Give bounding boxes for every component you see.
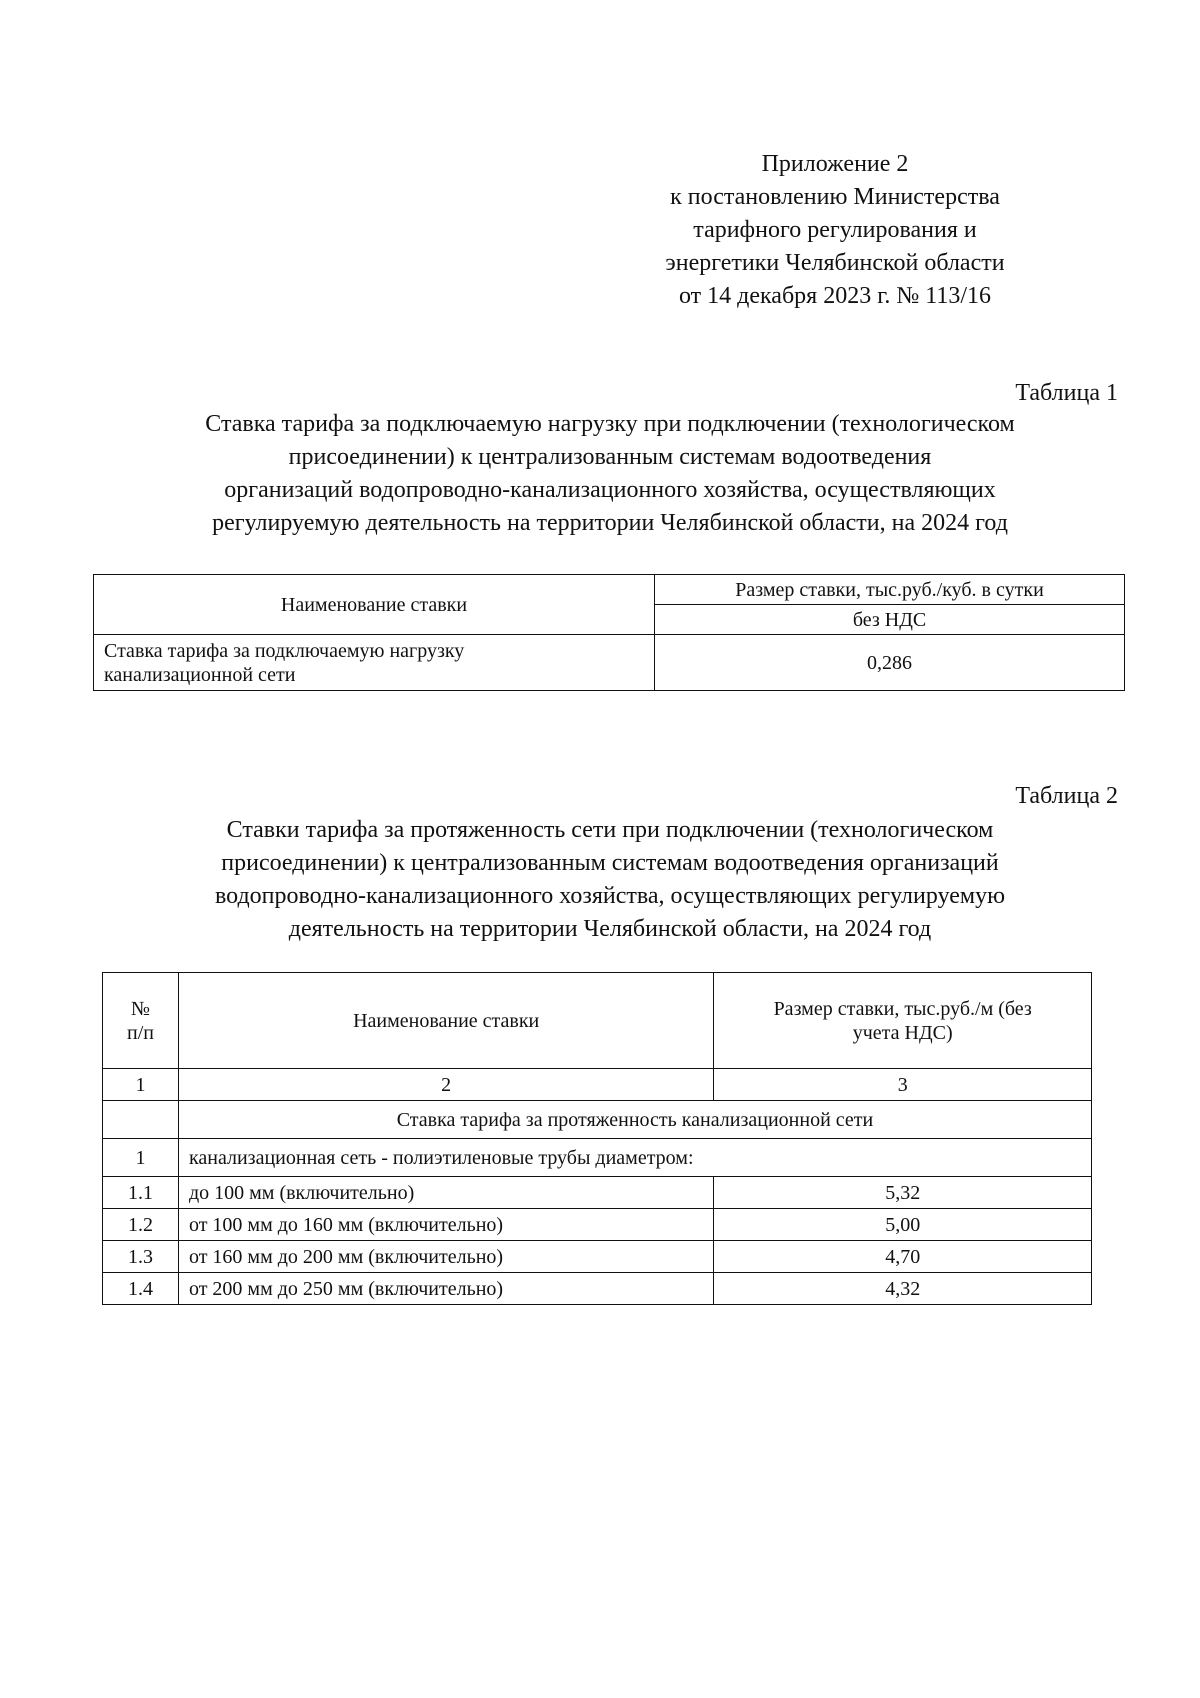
table1-header-size: Размер ставки, тыс.руб./куб. в сутки <box>655 575 1125 605</box>
table2-header-num-line: № <box>130 997 151 1020</box>
table2-title <box>95 814 1125 946</box>
table2-colnum: 2 <box>178 1069 713 1101</box>
table2-group-name: канализационная сеть - полиэтиленовые трубы диаметром: <box>178 1139 1091 1177</box>
table1-title <box>95 408 1125 540</box>
table1-row-name <box>94 635 655 691</box>
table1-row-value: 0,286 <box>655 635 1125 691</box>
table2-section-empty-cell <box>103 1101 179 1139</box>
table2-row-value: 5,00 <box>714 1209 1092 1241</box>
table2-header-size-line: Размер ставки, тыс.руб./м (без <box>773 997 1032 1020</box>
table2-row-name: до 100 мм (включительно) <box>178 1177 713 1209</box>
table2-header-size <box>714 973 1092 1069</box>
table1-title-line: регулируемую деятельность на территории Челябинской области, на 2024 год <box>212 510 1008 536</box>
table2-row-value: 4,70 <box>714 1241 1092 1273</box>
table2-row-value: 5,32 <box>714 1177 1092 1209</box>
table2-row-num: 1.3 <box>103 1241 179 1273</box>
table2 <box>102 972 1092 1305</box>
table1-header-vat: без НДС <box>655 605 1125 635</box>
table1-title-line: организаций водопроводно-канализационного хозяйства, осуществляющих <box>224 477 996 503</box>
table2-header-size-line: учета НДС) <box>852 1021 953 1044</box>
table2-row-name: от 200 мм до 250 мм (включительно) <box>178 1273 713 1305</box>
table1-title-line: Ставка тарифа за подключаемую нагрузку при подключении (технологическом <box>205 411 1015 437</box>
table1 <box>93 574 1125 691</box>
appendix-line: энергетики Челябинской области <box>665 250 1005 276</box>
table2-section-title: Ставка тарифа за протяженность канализационной сети <box>178 1101 1091 1139</box>
table2-row-num: 1.2 <box>103 1209 179 1241</box>
table-row <box>103 1209 1092 1241</box>
table2-row-num: 1.1 <box>103 1177 179 1209</box>
table2-colnum: 3 <box>714 1069 1092 1101</box>
table1-header-name: Наименование ставки <box>94 575 655 635</box>
table-row <box>103 1241 1092 1273</box>
table-row <box>103 1273 1092 1305</box>
appendix-line: Приложение 2 <box>761 151 909 177</box>
table1-row-name-line: канализационной сети <box>104 663 296 686</box>
table2-title-line: Ставки тарифа за протяженность сети при подключении (технологическом <box>226 817 994 843</box>
table2-title-line: деятельность на территории Челябинской области, на 2024 год <box>288 916 932 942</box>
appendix-line: от 14 декабря 2023 г. № 113/16 <box>678 283 992 309</box>
table2-row-num: 1.4 <box>103 1273 179 1305</box>
table2-title-line: водопроводно-канализационного хозяйства, осуществляющих регулируемую <box>214 883 1006 909</box>
table2-header-num-line: п/п <box>126 1021 154 1044</box>
table2-row-value: 4,32 <box>714 1273 1092 1305</box>
table2-header-num <box>103 973 179 1069</box>
table2-title-line: присоединении) к централизованным системам водоотведения организаций <box>221 850 999 876</box>
table2-group-num: 1 <box>103 1139 179 1177</box>
appendix-line: тарифного регулирования и <box>693 217 977 243</box>
appendix-header <box>600 148 1070 313</box>
table2-row-name: от 100 мм до 160 мм (включительно) <box>178 1209 713 1241</box>
table2-colnum: 1 <box>103 1069 179 1101</box>
table-row <box>103 1177 1092 1209</box>
table2-label: Таблица 2 <box>1015 783 1118 809</box>
table2-row-name: от 160 мм до 200 мм (включительно) <box>178 1241 713 1273</box>
table2-header-name: Наименование ставки <box>178 973 713 1069</box>
appendix-line: к постановлению Министерства <box>670 184 1000 210</box>
table1-row-name-line: Ставка тарифа за подключаемую нагрузку <box>104 639 465 662</box>
table1-title-line: присоединении) к централизованным системам водоотведения <box>288 444 932 470</box>
table1-label: Таблица 1 <box>1015 380 1118 406</box>
